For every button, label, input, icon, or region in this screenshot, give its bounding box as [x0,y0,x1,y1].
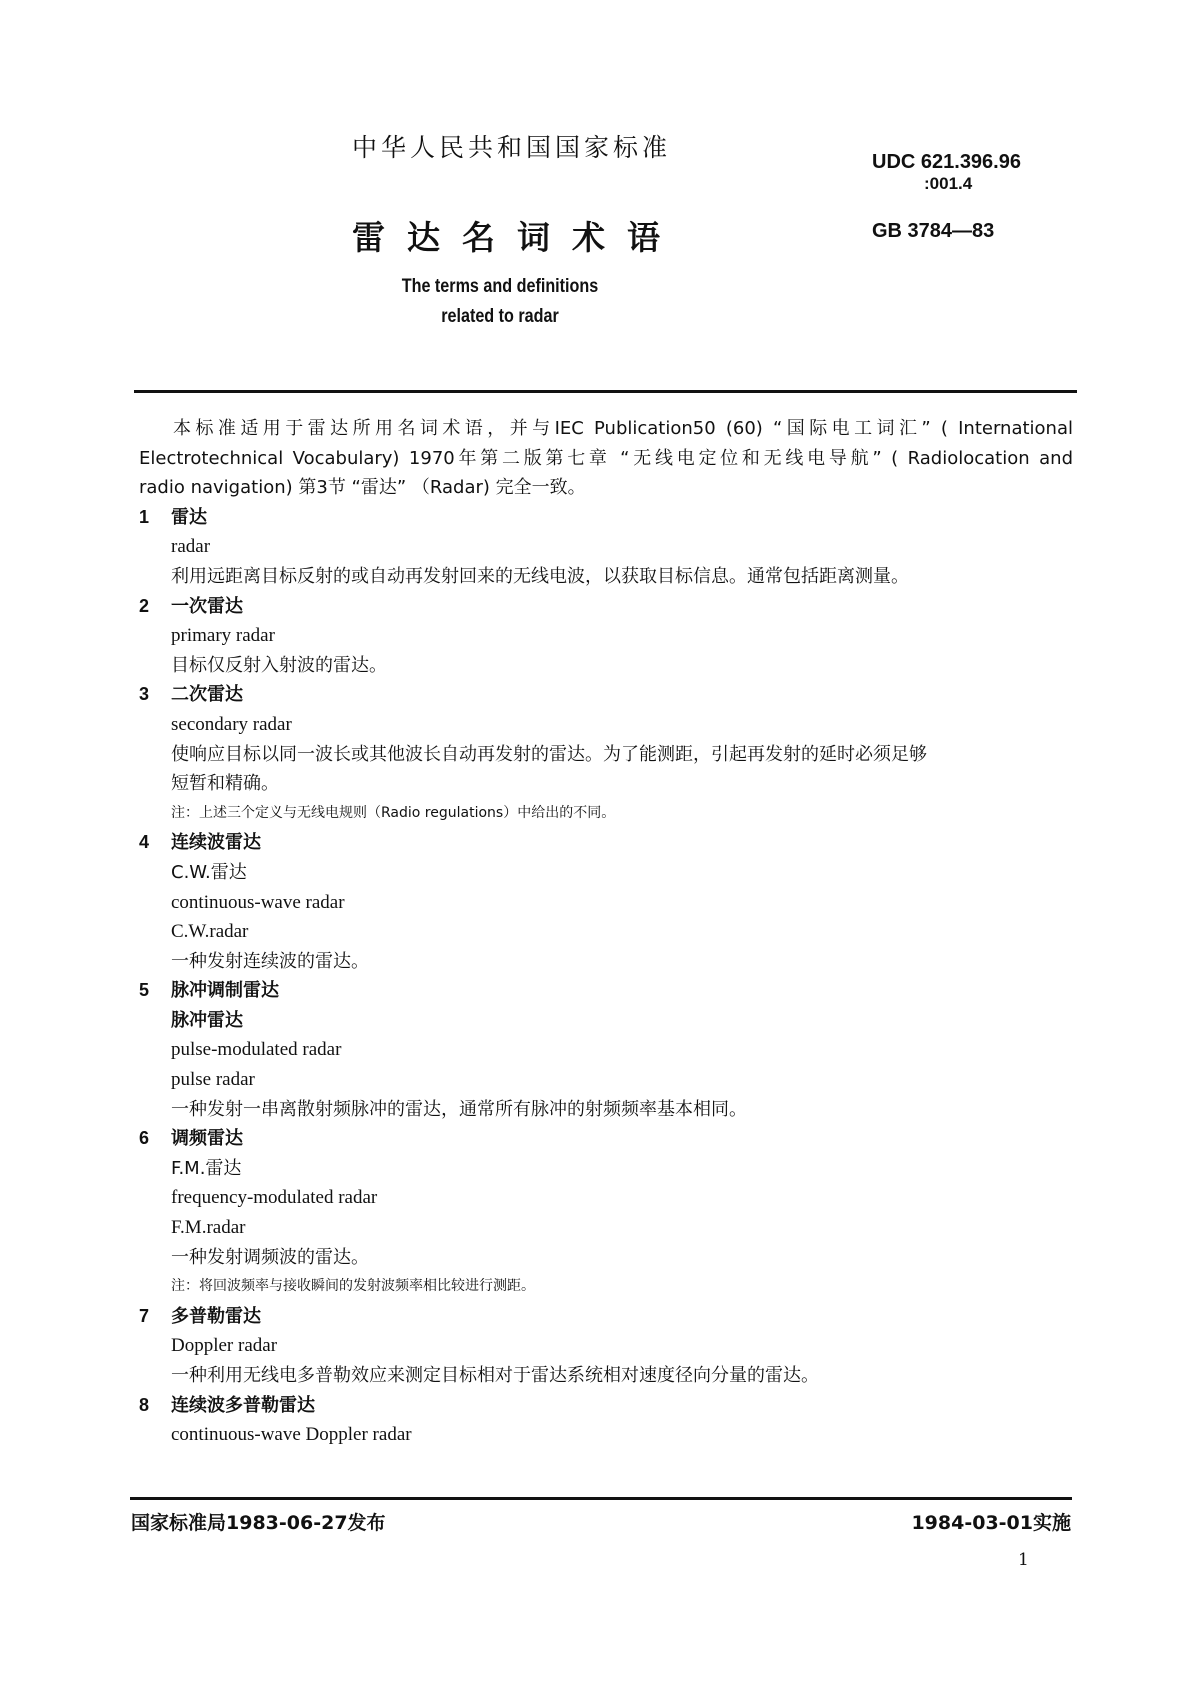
term-note: 注：将回波频率与接收瞬间的发射波频率相比较进行测距。 [171,1278,535,1295]
standard-category: 中华人民共和国国家标准 [352,133,672,162]
term-definition: 一种发射一串离散射频脉冲的雷达，通常所有脉冲的射频频率基本相同。 [171,1098,747,1120]
term-number: 8 [139,1394,150,1415]
udc-code-suffix: :001.4 [924,174,973,193]
term-heading [139,1391,1073,1421]
term-english: Doppler radar [171,1335,278,1357]
term-definition: 目标仅反射入射波的雷达。 [171,654,387,676]
term-entry [139,1391,1073,1450]
term-entry [139,680,1073,828]
term-entry [139,592,1073,681]
term-chinese: 多普勒雷达 [171,1305,261,1327]
issue-date: 国家标准局1983-06-27发布 [131,1512,386,1534]
term-synonym: 脉冲雷达 [171,1009,243,1031]
term-english: pulse-modulated radar [171,1039,342,1061]
term-heading [139,1124,1073,1154]
term-heading [139,1302,1073,1332]
term-definition: 一种发射连续波的雷达。 [171,950,369,972]
gb-number: GB 3784—83 [872,220,995,242]
term-number: 4 [139,832,150,853]
term-english: frequency-modulated radar [171,1187,378,1209]
term-definition: 一种发射调频波的雷达。 [171,1246,369,1268]
intro-line: Electrotechnical Vocabulary) 1970年第二版第七章 “无线电定位和无线电导航” ( Radiolocation and [139,447,1073,469]
term-english: pulse radar [171,1069,255,1091]
term-number: 3 [139,684,150,705]
term-number: 1 [139,506,150,527]
page-number: 1 [1018,1550,1029,1570]
term-list [139,503,1073,1450]
footer-divider [130,1497,1072,1500]
intro-line: 本标准适用于雷达所用名词术语，并与IEC Publication50 (60) “国际电工词汇” ( International [173,418,1073,439]
term-entry [139,828,1073,976]
term-english: continuous-wave radar [171,891,345,913]
term-number: 2 [139,595,150,616]
english-title-line-1: The terms and definitions [401,276,599,297]
term-synonym: F.M.雷达 [171,1157,242,1179]
term-definition: 使响应目标以同一波长或其他波长自动再发射的雷达。为了能测距，引起再发射的延时必须足够 [171,743,927,765]
term-entry [139,1302,1073,1391]
term-english: continuous-wave Doppler radar [171,1424,412,1446]
term-heading [139,503,1073,533]
term-chinese: 脉冲调制雷达 [171,980,279,1002]
term-note: 注：上述三个定义与无线电规则（Radio regulations）中给出的不同。 [171,804,616,821]
term-number: 5 [139,980,150,1001]
term-heading [139,680,1073,710]
term-english: C.W.radar [171,921,249,943]
udc-code: UDC 621.396.96 [872,151,1021,173]
intro-line: radio navigation) 第3节 “雷达” （Radar) 完全一致。 [139,477,586,499]
term-number: 6 [139,1128,150,1149]
header-divider [134,390,1077,393]
term-definition: 短暂和精确。 [171,773,279,795]
term-english: F.M.radar [171,1217,246,1239]
term-chinese: 二次雷达 [171,684,243,706]
term-number: 7 [139,1305,150,1326]
term-entry [139,976,1073,1124]
term-chinese: 一次雷达 [171,595,243,617]
term-entry [139,503,1073,592]
document-body [139,414,1073,1450]
term-heading [139,828,1073,858]
term-chinese: 调频雷达 [171,1128,243,1150]
term-entry [139,1124,1073,1302]
term-english: secondary radar [171,713,292,735]
term-english: primary radar [171,625,275,647]
term-heading [139,592,1073,622]
document-title: 雷达名词术语 [352,218,682,257]
term-chinese: 连续波雷达 [171,832,261,854]
term-english: radar [171,536,211,558]
term-chinese: 连续波多普勒雷达 [171,1394,315,1416]
english-title-line-2: related to radar [441,306,559,327]
term-definition: 一种利用无线电多普勒效应来测定目标相对于雷达系统相对速度径向分量的雷达。 [171,1365,819,1386]
effective-date: 1984-03-01实施 [911,1512,1071,1534]
term-chinese: 雷达 [171,506,207,528]
term-synonym: C.W.雷达 [171,861,247,883]
term-heading [139,976,1073,1006]
term-definition: 利用远距离目标反射的或自动再发射回来的无线电波，以获取目标信息。通常包括距离测量。 [171,565,909,587]
